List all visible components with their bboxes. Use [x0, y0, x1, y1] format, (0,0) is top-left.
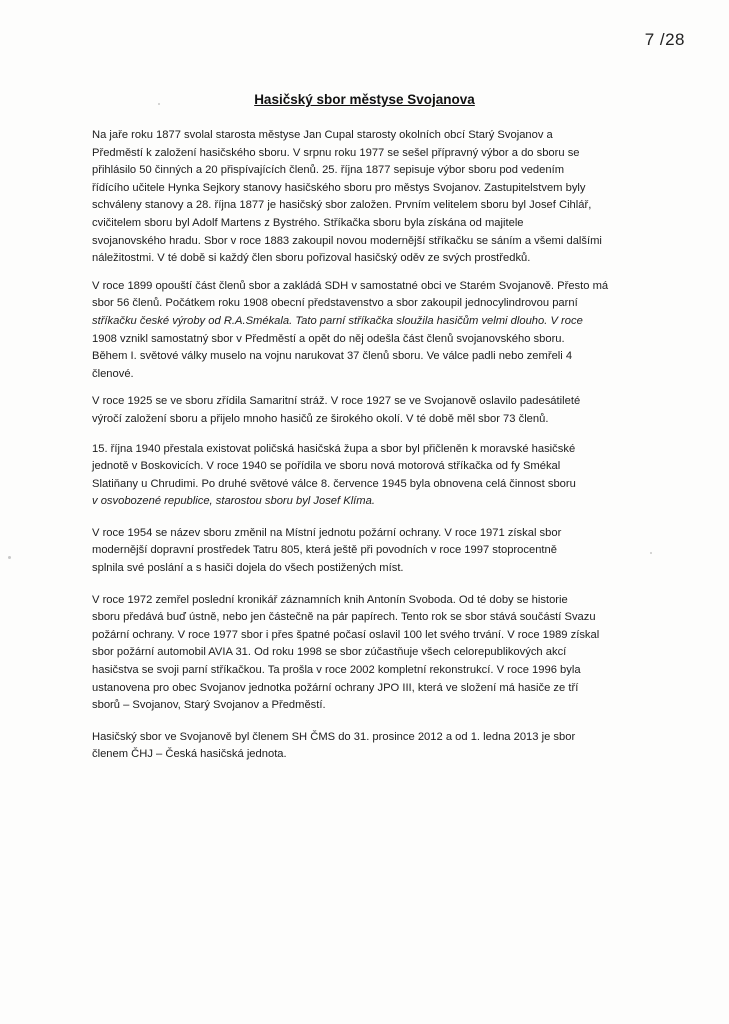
- scan-speck: [158, 103, 160, 105]
- text-line: V roce 1972 zemřel poslední kronikář záznamních knih Antonín Svoboda. Od té doby se historie: [92, 593, 568, 606]
- text-line: svojanovského hradu. Sbor v roce 1883 zakoupil novou modernější stříkačku se sáním a všemi dalšími: [92, 234, 602, 247]
- page-number: 7 /28: [644, 30, 685, 49]
- text-line: hasičstva se svoji parní stříkačkou. Ta prošla v roce 2002 kompletní rekonstrukcí. V roce 1996 byla: [92, 664, 581, 677]
- scan-speck: [650, 552, 652, 554]
- document-title: Hasičský sbor městyse Svojanova: [254, 92, 475, 107]
- paragraph-1972: [92, 592, 662, 715]
- text-line: ustanovena pro obec Svojanov jednotka požární ochrany JPO III, která ve složení má hasiče ze tří: [92, 681, 579, 694]
- text-line: splnila své poslání a s hasiči dojela do všech postižených míst.: [92, 562, 404, 575]
- text-line: jednotě v Boskovicích. V roce 1940 se pořídila ve sboru nová motorová stříkačka od fy Smékal: [92, 460, 561, 473]
- paragraph-1954: [92, 525, 662, 578]
- text-line: V roce 1954 se název sboru změnil na Místní jednotu požární ochrany. V roce 1971 získal sbor: [92, 526, 562, 539]
- text-line: řídícího učitele Hynka Sejkory stanovy hasičského sboru pro městys Svojanov. Zastupitelstvem byly: [92, 181, 586, 194]
- text-line: členové.: [92, 367, 134, 380]
- scan-speck: [8, 556, 11, 559]
- text-line: stříkačku české výroby od R.A.Smékala. Tato parní stříkačka sloužila hasičům velmi dlouho. V roce: [92, 314, 583, 327]
- text-line: náležitostmi. V té době si každý člen sboru pořizoval hasičský oděv ze svých prostředků.: [92, 252, 531, 265]
- document-body: [92, 127, 662, 764]
- paragraph-1899: [92, 278, 662, 384]
- text-line: Předměstí k založení hasičského sboru. V srpnu roku 1977 se sešel přípravný výbor a do sboru se: [92, 146, 580, 159]
- text-line: cvičitelem sboru byl Adolf Martens z Bystrého. Stříkačka sboru byla získána od majitele: [92, 216, 524, 229]
- paragraph-1940: [92, 441, 662, 511]
- text-line: Hasičský sbor ve Svojanově byl členem SH ČMS do 31. prosince 2012 a od 1. ledna 2013 je sbor: [92, 730, 576, 743]
- text-line: přihlásilo 50 činných a 20 přispívajících členů. 25. října 1877 sepisuje výbor sboru pod vedením: [92, 164, 565, 177]
- text-line: sbor 56 členů. Počátkem roku 1908 obecní představenstvo a sbor zakoupil jednocylindrovou parní: [92, 297, 578, 310]
- text-line: členem ČHJ – Česká hasičská jednota.: [92, 748, 287, 761]
- text-line: 15. října 1940 přestala existovat poličská hasičská župa a sbor byl přičleněn k moravské hasičské: [92, 442, 576, 455]
- text-line: sboru předává buď ústně, nebo jen částečně na pár papírech. Tento rok se sbor stává součástí Svazu: [92, 611, 596, 624]
- text-line: V roce 1899 opouští část členů sbor a zakládá SDH v samostatné obci ve Starém Svojanově. Přesto má: [92, 279, 609, 292]
- text-line: modernější dopravní prostředek Tatru 805, která ještě při povodních v roce 1997 stoprocentně: [92, 544, 557, 557]
- text-line: požární ochrany. V roce 1977 sbor i přes špatné počasí oslavil 100 let svého trvání. V roce 1989 získal: [92, 628, 600, 641]
- text-line: Během I. světové války muselo na vojnu narukovat 37 členů sboru. Ve válce padli nebo zemřeli 4: [92, 350, 573, 363]
- text-line: sbor požární automobil AVIA 31. Od roku 1998 se sbor zúčastňuje všech celorepublikových akcí: [92, 646, 567, 659]
- text-line: V roce 1925 se ve sboru zřídila Samaritní stráž. V roce 1927 se ve Svojanově oslavilo padesátileté: [92, 395, 581, 408]
- text-line: Na jaře roku 1877 svolal starosta městyse Jan Cupal starosty okolních obcí Starý Svojanov a: [92, 129, 553, 141]
- paragraph-founding: [92, 127, 662, 268]
- paragraph-membership: [92, 729, 662, 764]
- text-line: v osvobozené republice, starostou sboru byl Josef Klíma.: [92, 495, 375, 508]
- text-line: výročí založení sboru a přijelo mnoho hasičů ze širokého okolí. V té době měl sbor 73 členů.: [92, 412, 549, 425]
- text-line: Slatiňany u Chrudimi. Po druhé světové válce 8. července 1945 byla obnovena celá činnost sboru: [92, 477, 576, 490]
- text-line: 1908 vznikl samostatný sbor v Předměstí a opět do něj odešla část členů svojanovského sboru.: [92, 332, 565, 345]
- text-line: schváleny stanovy a 28. října 1877 je hasičský sbor založen. Prvním velitelem sboru byl Josef Cihlář,: [92, 199, 592, 212]
- text-line: sborů – Svojanov, Starý Svojanov a Předměstí.: [92, 699, 326, 712]
- paragraph-1925: [92, 393, 662, 428]
